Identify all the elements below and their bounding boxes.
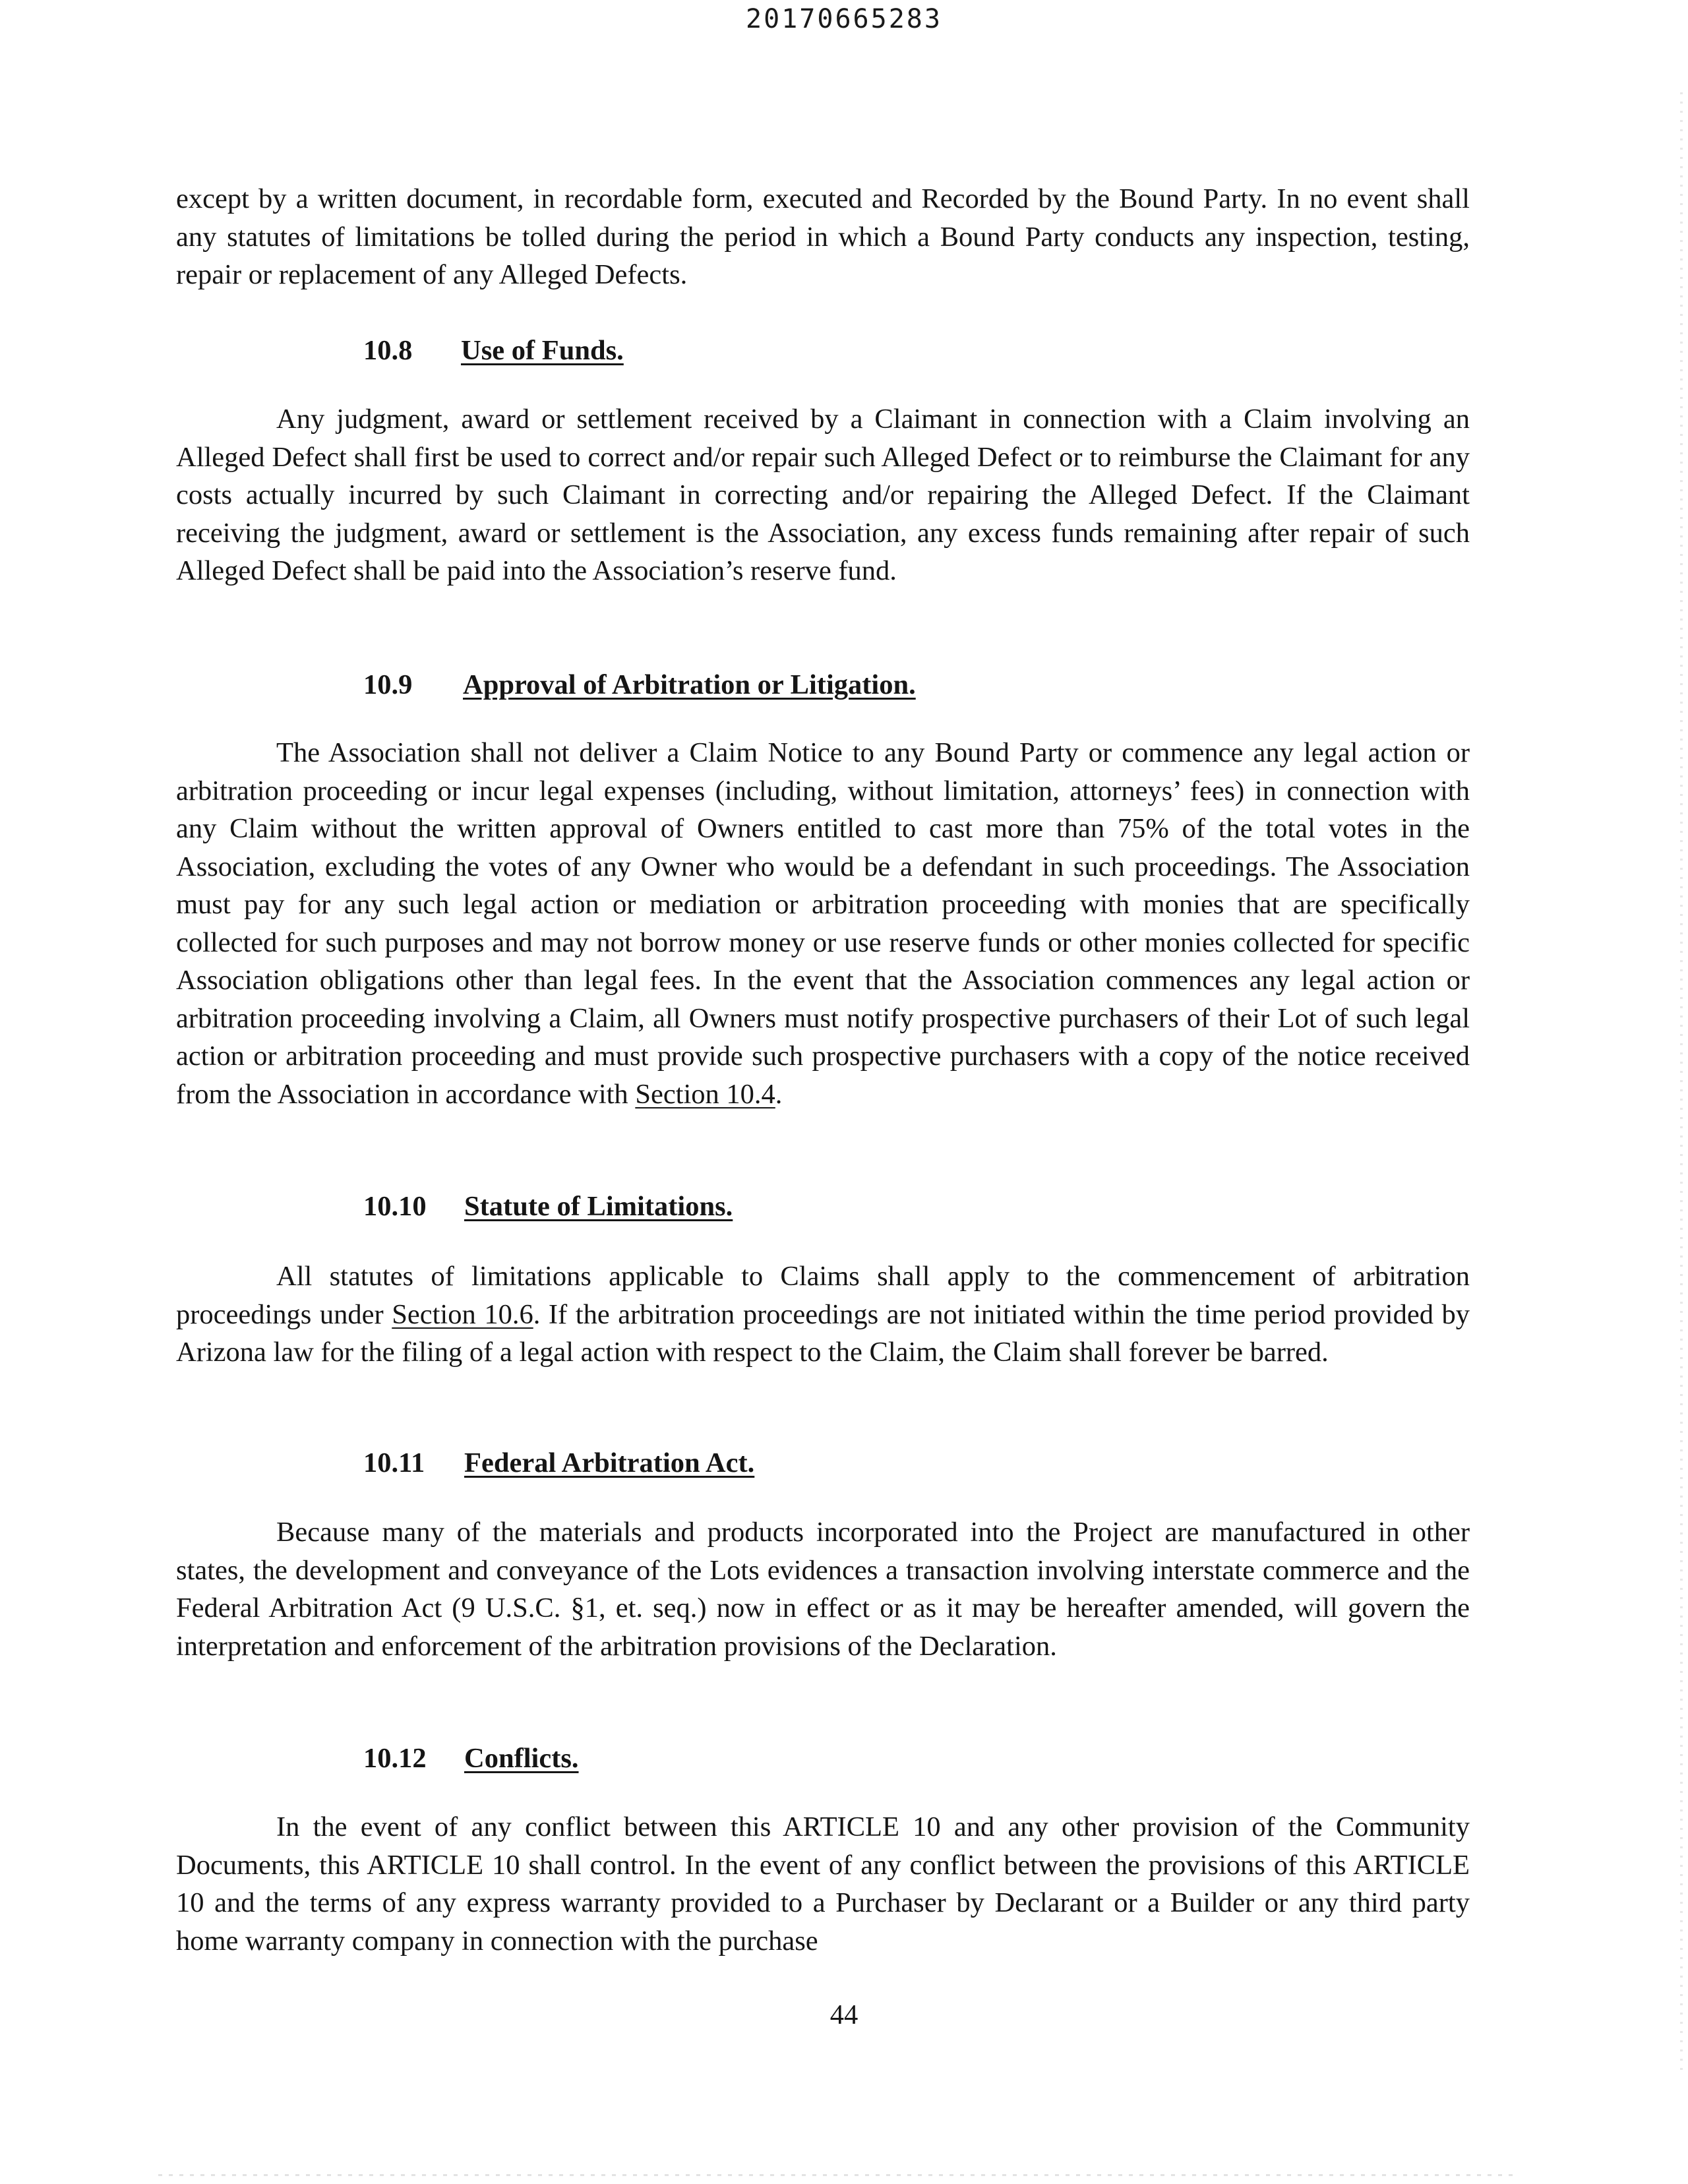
section-body-10-9 [176,734,1470,1113]
section-number: 10.10 [363,1191,427,1222]
page-number: 44 [829,1999,859,2030]
paragraph-text-continued: . If the arbitration proceedings are not initiated within the time period provided by Arizona law for the filing of a legal action with respect to the Claim, the Claim shall forever be barred. [176,1298,1470,1368]
section-heading-10-9 [363,666,916,704]
section-title: Use of Funds. [461,335,624,366]
section-heading-10-11 [363,1444,755,1482]
section-title: Statute of Limitations. [464,1191,733,1222]
continuation-paragraph: except by a written document, in recordable form, executed and Recorded by the Bound Party. In no event shall any statutes of limitations be tolled during the period in which a Bound Party conducts any inspection, testing, repair or replacement of any Alleged Defects. [176,183,1470,290]
section-number: 10.12 [363,1743,427,1774]
section-title: Federal Arbitration Act. [464,1447,755,1478]
paragraph-tail: . [775,1078,783,1110]
section-body-10-8: Any judgment, award or settlement received by a Claimant in connection with a Claim involving an Alleged Defect shall first be used to correct and/or repair such Alleged Defect or to reimburse the Claimant for any costs actually incurred by such Claimant in correcting and/or repairing the Alleged Defect. If the Claimant receiving the judgment, award or settlement is the Association, any excess funds remaining after repair of such Alleged Defect shall be paid into the Association’s reserve fund. [176,404,1470,586]
paragraph-text: All statutes of limitations applicable to Claims shall apply to the commencement of arbitration proceedings under [176,1261,1470,1330]
section-body-10-12: In the event of any conflict between this ARTICLE 10 and any other provision of the Community Documents, this ARTICLE 10 shall control. In the event of any conflict between the provisions of this ARTICLE 10 and the terms of any express warranty provided to a Purchaser by Declarant or a Builder or any third party home warranty company in connection with the purchase [176,1811,1470,1957]
section-body-10-11: Because many of the materials and products incorporated into the Project are manufactured in other states, the development and conveyance of the Lots evidences a transaction involving interstate commerce and the Federal Arbitration Act (9 U.S.C. §1, et. seq.) now in effect or as it may be hereafter amended, will govern the interpretation and enforcement of the arbitration provisions of the Declaration. [176,1517,1470,1662]
section-heading-10-10 [363,1188,733,1226]
section-cross-reference: Section 10.6 [392,1298,533,1330]
paragraph-text: The Association shall not deliver a Claim Notice to any Bound Party or commence any legal action or arbitration proceeding or incur legal expenses (including, without limitation, attorneys’ fees) in connection with any Claim without the written approval of Owners entitled to cast more than 75% of the total votes in the Association, excluding the votes of any Owner who would be a defendant in such proceedings. The Association must pay for any such legal action or mediation or arbitration proceeding with monies that are specifically collected for such purposes and may not borrow money or use reserve funds or other monies collected for specific Association obligations other than legal fees. In the event that the Association commences any legal action or arbitration proceeding involving a Claim, all Owners must notify prospective purchasers of their Lot of such legal action or arbitration proceeding and must provide such prospective purchasers with a copy of the notice received from the Association in accordance with [176,737,1470,1110]
section-title: Approval of Arbitration or Litigation. [463,669,916,700]
section-cross-reference: Section 10.4 [635,1078,775,1110]
section-number: 10.9 [363,669,413,700]
section-heading-10-12 [363,1740,579,1778]
scan-bottom-artifact [158,2174,1517,2176]
section-heading-10-8 [363,332,624,370]
section-number: 10.11 [363,1447,425,1478]
section-title: Conflicts. [464,1743,579,1774]
scan-edge-artifact [1680,92,1683,2071]
document-number: 20170665283 [746,4,942,34]
section-number: 10.8 [363,335,413,366]
section-body-10-10 [176,1258,1470,1372]
